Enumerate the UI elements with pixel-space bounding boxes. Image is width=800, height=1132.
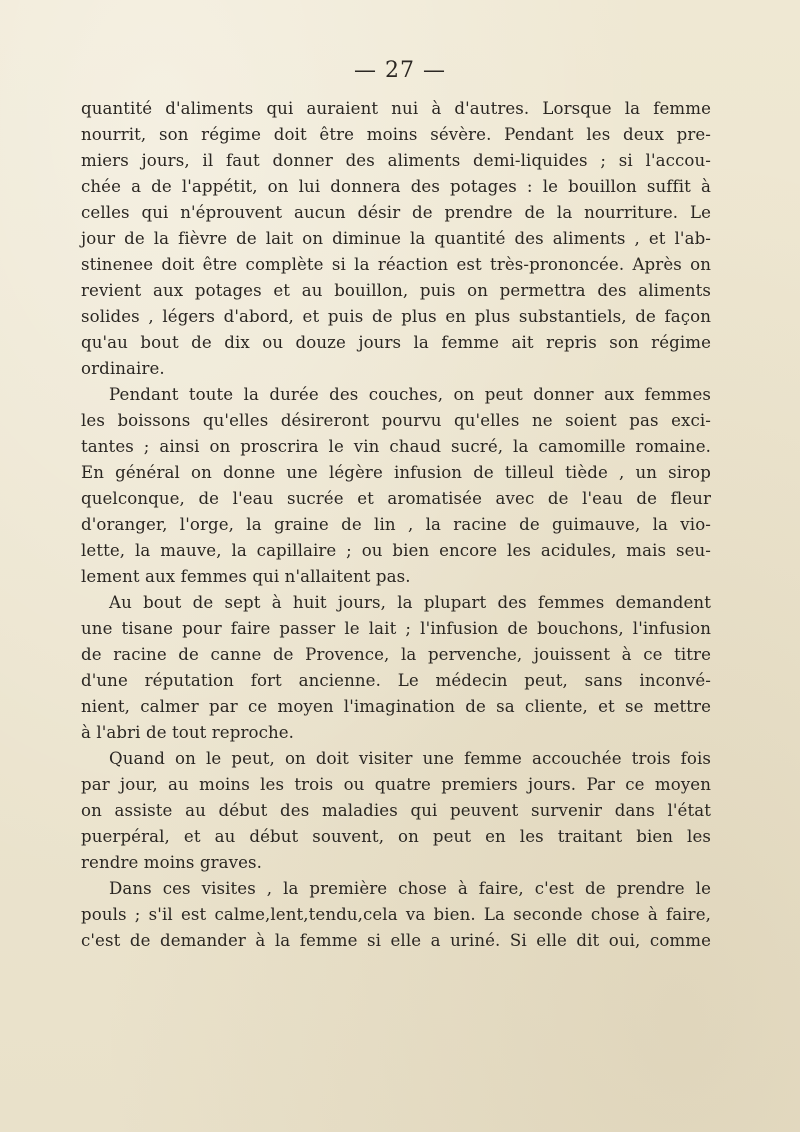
text-line: nourrit, son régime doit être moins sévère. Pendant les deux pre- bbox=[81, 125, 711, 144]
text-line: jour de la fièvre de lait on diminue la quantité des aliments , et l'ab- bbox=[81, 229, 711, 248]
text-line: on assiste au début des maladies qui peuvent survenir dans l'état bbox=[81, 801, 711, 820]
text-line: nient, calmer par ce moyen l'imagination de sa cliente, et se mettre bbox=[81, 697, 711, 716]
page-number: — 27 — bbox=[354, 58, 446, 83]
text-line: c'est de demander à la femme si elle a uriné. Si elle dit oui, comme bbox=[81, 931, 711, 950]
text-line: les boissons qu'elles désireront pourvu qu'elles ne soient pas exci- bbox=[81, 411, 711, 430]
text-line: quantité d'aliments qui auraient nui à d'autres. Lorsque la femme bbox=[81, 99, 711, 118]
text-line: pouls ; s'il est calme,lent,tendu,cela va bien. La seconde chose à faire, bbox=[81, 905, 711, 924]
text-line: tantes ; ainsi on proscrira le vin chaud sucré, la camomille romaine. bbox=[81, 437, 711, 456]
text-line: lette, la mauve, la capillaire ; ou bien encore les acidules, mais seu- bbox=[81, 541, 711, 560]
paragraph-start: Au bout de sept à huit jours, la plupart des femmes demandent bbox=[109, 593, 711, 612]
text-line: rendre moins graves. bbox=[81, 853, 263, 872]
text-line: quelconque, de l'eau sucrée et aromatisée avec de l'eau de fleur bbox=[81, 489, 711, 508]
body-text bbox=[81, 96, 711, 954]
text-line: d'oranger, l'orge, la graine de lin , la racine de guimauve, la vio- bbox=[81, 515, 711, 534]
text-line: qu'au bout de dix ou douze jours la femme ait repris son régime bbox=[81, 333, 711, 352]
text-line: d'une réputation fort ancienne. Le médecin peut, sans inconvé- bbox=[81, 671, 711, 690]
text-line: une tisane pour faire passer le lait ; l'infusion de bouchons, l'infusion bbox=[81, 619, 711, 638]
text-line: par jour, au moins les trois ou quatre premiers jours. Par ce moyen bbox=[81, 775, 711, 794]
text-line: stinenee doit être complète si la réaction est très-prononcée. Après on bbox=[81, 255, 711, 274]
text-line: à l'abri de tout reproche. bbox=[81, 723, 295, 742]
text-line: puerpéral, et au début souvent, on peut en les traitant bien les bbox=[81, 827, 711, 846]
text-line: En général on donne une légère infusion de tilleul tiède , un sirop bbox=[81, 463, 711, 482]
text-line: chée a de l'appétit, on lui donnera des potages : le bouillon suffit à bbox=[81, 177, 711, 196]
paragraph-start: Dans ces visites , la première chose à faire, c'est de prendre le bbox=[109, 879, 711, 898]
text-line: celles qui n'éprouvent aucun désir de prendre de la nourriture. Le bbox=[81, 203, 711, 222]
paragraph-start: Pendant toute la durée des couches, on peut donner aux femmes bbox=[109, 385, 711, 404]
text-line: ordinaire. bbox=[81, 359, 165, 378]
paragraph-start: Quand on le peut, on doit visiter une femme accouchée trois fois bbox=[109, 749, 711, 768]
text-line: revient aux potages et au bouillon, puis on permettra des aliments bbox=[81, 281, 711, 300]
text-line: de racine de canne de Provence, la pervenche, jouissent à ce titre bbox=[81, 645, 711, 664]
text-line: miers jours, il faut donner des aliments demi-liquides ; si l'accou- bbox=[81, 151, 711, 170]
text-line: solides , légers d'abord, et puis de plus en plus substantiels, de façon bbox=[81, 307, 711, 326]
text-line: lement aux femmes qui n'allaitent pas. bbox=[81, 567, 411, 586]
